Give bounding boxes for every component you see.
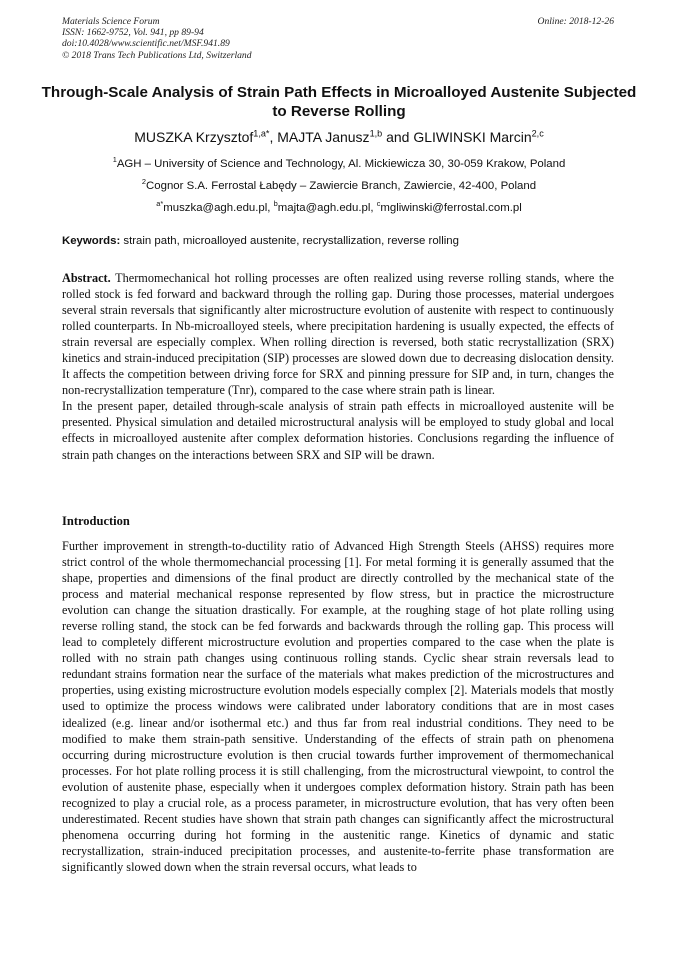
email-list (40, 199, 638, 214)
author-separator: and (382, 129, 414, 145)
journal-name: Materials Science Forum (62, 16, 160, 27)
abstract-text: Thermomechanical hot rolling processes are often realized using reverse rolling stands, where the rolled stock is fed forward and backward through the rolling gap. During those processes, material undergoes several strain reversals that significantly alter microstructure evolution of austenite with respect to continuously rolled counterparts. In Nb-microalloyed steels, where precipitation hardening is usually expected, the effects of strain reversal are especially complex. When rolling direction is reversed, both static recrystallization (SRX) kinetics and strain-induced precipitation (SIP) processes are slowed down due to decreasing dislocation density. It affects the competition between driving force for SRX and pinning pressure for SIP and, in turn, changes the non-recrystallization temperature (Tnr), compared to the case where strain path is linear. (62, 271, 614, 398)
author-sup: 2,c (531, 128, 544, 139)
author-sup: 1,b (369, 128, 383, 139)
author-name: GLIWINSKI Marcin (413, 129, 532, 145)
abstract (62, 270, 614, 463)
affiliation-sup: 2 (141, 177, 147, 187)
keywords-text: strain path, microalloyed austenite, recrystallization, reverse rolling (120, 235, 459, 247)
issn: ISSN: 1662-9752, Vol. 941, pp 89-94 (62, 27, 204, 39)
abstract-paragraph (62, 270, 614, 398)
email-link[interactable]: muszka@agh.edu.pl, (163, 202, 274, 214)
email-link[interactable]: mgliwinski@ferrostal.com.pl (380, 202, 522, 214)
section-heading: Introduction (62, 514, 130, 528)
author-separator: , (269, 129, 278, 145)
paper-title: Through-Scale Analysis of Strain Path Effects in Microalloyed Austenite Subjected to Reverse Rolling (41, 84, 637, 120)
doi: doi:10.4028/www.scientific.net/MSF.941.89 (62, 38, 230, 50)
affiliation-sup: 1 (112, 155, 117, 165)
email-link[interactable]: majta@agh.edu.pl, (277, 202, 377, 214)
email-sup: c (376, 199, 381, 209)
abstract-label: Abstract. (62, 271, 111, 285)
keywords (62, 235, 614, 247)
email-sup: a* (156, 199, 164, 209)
affiliation-text: AGH – University of Science and Technology, Al. Mickiewicza 30, 30-059 Krakow, Poland (116, 158, 566, 170)
author-list (40, 129, 638, 145)
copyright: © 2018 Trans Tech Publications Ltd, Switzerland (62, 49, 252, 61)
email-sup: b (273, 199, 278, 209)
author-name: MAJTA Janusz (277, 129, 370, 145)
author-sup: 1,a* (253, 128, 270, 139)
intro-paragraph: Further improvement in strength-to-ductility ratio of Advanced High Strength Steels (AHSS) requires more strict control of the whole thermomechancial processing [1]. For metal forming it is generally assumed that the shape, properties and dimensions of the final product are directly controlled by the mechanical state of the process and material mechanical response represented by flow stress, but in practice the microstructure evolution can change the situation drastically. For example, at the roughing stage of hot plate rolling using reverse rolling stand, the stock can be fed forwards and backwards through the rolling gap. This process will lead to completely different microstructure evolution and properties compared to the case when the plate is rolled with no strain path changes using continuous rolling stands. Cyclic shear strain reversals lead to redundant strains formation near the surface of the materials what makes prediction of the microstructures and properties, using existing microstructure evolution models especially complex [2]. Materials models that mostly used to optimize the process windows were calibrated under laboratory conditions that are in most cases idealized (e.g. linear and/or isothermal etc.) and thus far from real industrial conditions. They need to be modified to make them strain-path sensitive. Understanding of the effects of strain path on phenomena occurring during microstructure evolution is then crucial towards further improvement of thermomechanical processes. For hot plate rolling process it is still challenging, from the microstructural viewpoint, to control the evolution of austenite phase, especially when it undergoes complex deformation history. Strain path has been recognized to play a crucial role, as a process parameter, in microstructure evolution, that has very often been underestimated. Recent studies have shown that strain path changes can significantly affect the microstructural phenomena occurring during hot forming in the austenitic range. Kinetics of dynamic and static recrystallization, strain-induced precipitation processes, and austenite-to-ferrite phase transformation are significantly slowed down when the strain reversal occurs, what leads to (62, 539, 614, 874)
author-name: MUSZKA Krzysztof (134, 129, 254, 145)
affiliation (40, 177, 638, 192)
introduction-text (62, 538, 614, 875)
affiliation-text: Cognor S.A. Ferrostal Łabędy – Zawiercie Branch, Zawiercie, 42-400, Poland (146, 180, 537, 192)
online-date: Online: 2018-12-26 (537, 16, 614, 27)
journal-header (62, 16, 252, 61)
abstract-paragraph: In the present paper, detailed through-scale analysis of strain path effects in microalloyed austenite will be presented. Physical simulation and detailed microstructural analysis will be employed to study global and local effects in microalloyed austenite after complex deformation histories. Conclusions regarding the influence of strain path changes on the interactions between SRX and SIP will be drawn. (62, 399, 614, 462)
keywords-label: Keywords: (62, 235, 121, 247)
affiliation (40, 155, 638, 170)
